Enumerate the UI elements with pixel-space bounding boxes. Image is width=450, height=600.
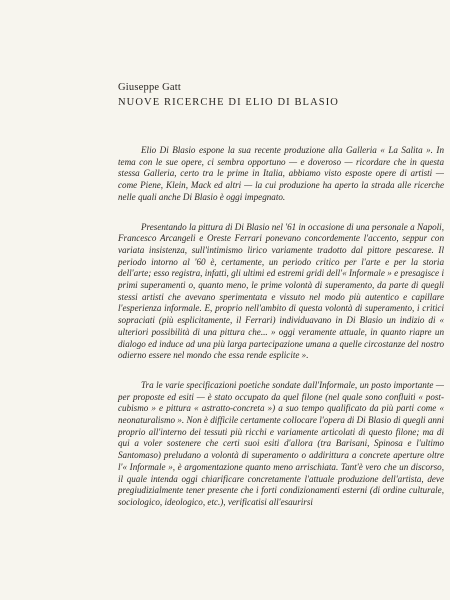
body-paragraph: Presentando la pittura di Di Blasio nel '61 in occasione di una personale a Napoli, Francesco Arcangeli e Oreste Ferrari ponevano concordemente l'accento, seppur con variata insistenza, sull'intimismo lirico variamente tradotto dal pittore pescarese. Il periodo intorno al '60 è, certamente, un periodo critico per l'arte e per la storia dell'arte; esso registra, infatti, gli ultimi ed estremi gridi dell'« Informale » e presagisce i primi superamenti o, quanto meno, le prime volontà di superamento, da parte di quegli stessi artisti che avevano sperimentata e vissuto nel modo più autentico e capillare l'esperienza informale. E, proprio nell'ambito di questa volontà di superamento, i critici sopraciati (più esplicitamente, il Ferrari) individuavano in Di Blasio un indizio di « ulteriori possibilità di una pittura che... » oggi veramente attuale, in quanto riapre un dialogo ed induce ad una più larga partecipazione umana a quelle circostanze del nostro odierno essere nel mondo che essa rende esplicite ». (118, 221, 444, 361)
article-title: NUOVE RICERCHE DI ELIO DI BLASIO (118, 97, 339, 108)
article-body (118, 145, 444, 509)
body-paragraph: Tra le varie specificazioni poetiche sondate dall'Informale, un posto importante — per proposte ed esiti — è stato occupato da quel filone (nel quale sono confluiti « post-cubismo » e pittura « astratto-concreta ») a suo tempo qualificato da più parti come « neonaturalismo ». Non è difficile certamente collocare l'opera di Di Blasio di quegli anni proprio all'interno dei tessuti più ricchi e variamente articolati di questo filone; ma di qui a voler sostenere che certi suoi esiti d'allora (tra Barisani, Spinosa e l'ultimo Santomaso) preludano a volontà di superamento o addirittura a concrete aperture oltre l'« Informale », è argomentazione quanto meno arrischiata. Tant'è vero che un discorso, il quale intenda oggi chiarificare concretamente l'attuale produzione dell'artista, deve pregiudizialmente tener presente che i forti condizionamenti esterni (di ordine culturale, sociologico, ideologico, etc.), verificatisi all'esaurirsi (118, 379, 444, 507)
author-name: Giuseppe Gatt (118, 82, 181, 93)
body-paragraph: Elio Di Blasio espone la sua recente produzione alla Galleria « La Salita ». In tema con le sue opere, ci sembra opportuno — e doveroso — ricordare che in questa stessa Galleria, certo tra le prime in Italia, abbiamo visto esposte opere di artisti — come Piene, Klein, Mack ed altri — la cui produzione ha aperto la strada alle ricerche nelle quali anche Di Blasio è oggi impegnato. (118, 145, 444, 202)
